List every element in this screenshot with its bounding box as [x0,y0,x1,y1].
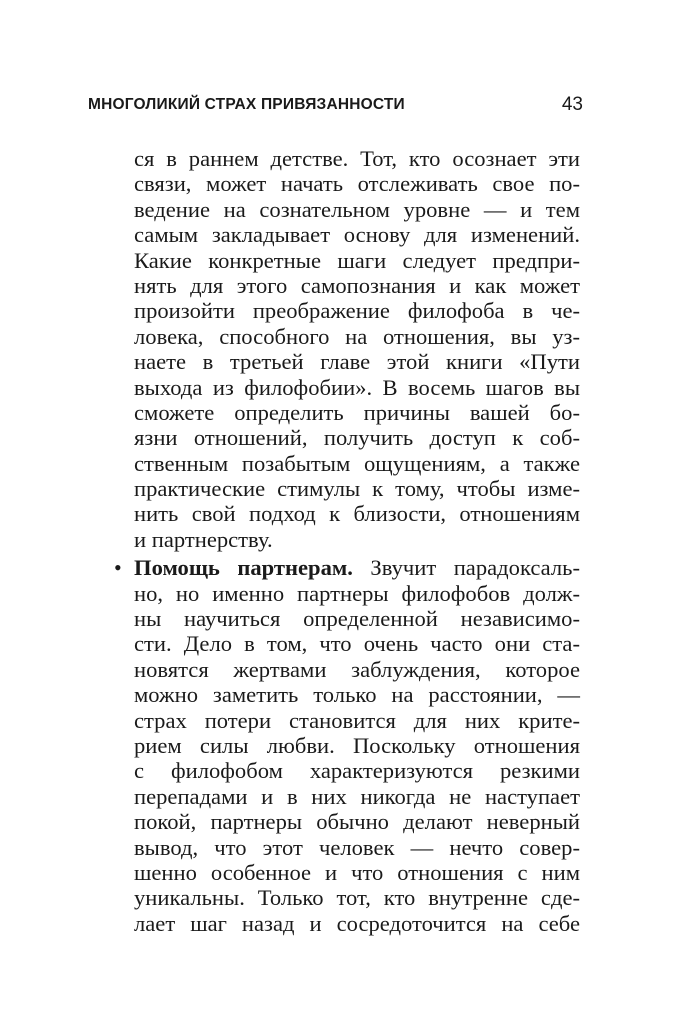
text-line: но, но именно партнеры филофобов долж- [134,580,580,606]
text-line: можно заметить только на расстоянии, — [134,682,580,708]
text-line: перепадами и в них никогда не наступает [134,783,580,809]
body-text [114,146,580,936]
bullet-marker: • [114,555,122,581]
text-line: ся в раннем детстве. Тот, кто осознает эти [134,146,580,171]
text-line: нить свой подход к близости, отношениям [134,501,580,527]
text-line: страх потери становится для них крите- [134,707,580,733]
text-line: новятся жертвами заблуждения, которое [134,656,580,682]
text-line: лает шаг назад и сосредоточится на себе [134,910,580,936]
text-line: и партнерству. [134,526,273,552]
text-line: выхода из филофобии». В восемь шагов вы [134,374,580,400]
text-line: язни отношений, получить доступ к соб- [134,425,580,451]
text-line [134,555,580,580]
text-line: уникальны. Только тот, кто внутренне сде- [134,885,580,911]
text-line: с филофобом характеризуются резкими [134,758,580,784]
text-line: покой, партнеры обычно делают неверный [134,809,580,835]
running-title: МНОГОЛИКИЙ СТРАХ ПРИВЯЗАННОСТИ [88,96,405,113]
text-line: ны научиться определенной независимо- [134,606,580,632]
text-line: связи, может начать отслеживать свое по- [134,171,580,197]
text-line: практические стимулы к тому, чтобы изме- [134,476,580,502]
text-line: сможете определить причины вашей бо- [134,399,580,425]
text-line: Какие конкретные шаги следует предпри- [134,247,580,273]
text-line: наете в третьей главе этой книги «Пути [134,349,580,375]
bullet-term: Помощь партнерам. [134,555,353,581]
text-line: вывод, что этот человек — нечто совер- [134,834,580,860]
text-line: рием силы любви. Поскольку отношения [134,732,580,758]
text-line: ведение на сознательном уровне — и тем [134,196,580,222]
text-line: нять для этого самопознания и как может [134,272,580,298]
paragraph-continuation [134,146,580,552]
bullet-list-item [114,555,580,936]
text-line: ственным позабытым ощущениям, а также [134,450,580,476]
bullet-first-line-text: Звучит парадоксаль- [352,555,580,581]
text-line: сти. Дело в том, что очень часто они ста- [134,631,580,657]
text-line: произойти преображение филофоба в че- [134,298,580,324]
text-line: ловека, способного на отношения, вы уз- [134,323,580,349]
text-line: самым закладывает основу для изменений. [134,222,580,248]
page-number: 43 [561,94,583,115]
text-line: шенно особенное и что отношения с ним [134,859,580,885]
